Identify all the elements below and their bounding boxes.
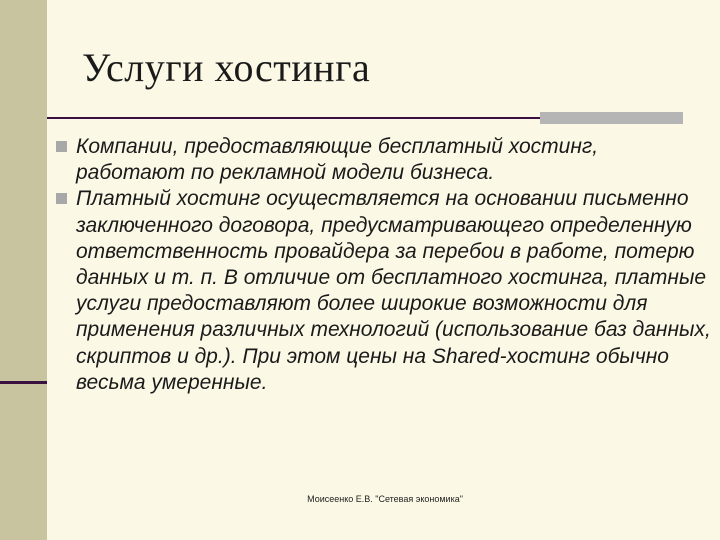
bullet-text: Платный хостинг осуществляется на основании письменно заключенного договора, предусматривающего определенную ответственность провайдера за перебои в работе, потерю данных и т. п. В отличие от бесплатного хостинга, платные услуги предоставляют более широкие возможности для применения различных технологий (использование баз данных, скриптов и др.). При этом цены на Shared-хостинг обычно весьма умеренные. (76, 187, 711, 394)
side-decoration-strip (0, 0, 47, 540)
footer-text: Моисеенко Е.В. "Сетевая экономика" (307, 494, 463, 504)
bullet-list (56, 134, 711, 396)
bullet-square-icon (56, 141, 67, 152)
slide-title: Услуги хостинга (82, 45, 371, 90)
title-accent-bar (540, 112, 683, 124)
bullet-text: Компании, предоставляющие бесплатный хостинг, работают по рекламной модели бизнеса. (76, 135, 599, 185)
bullet-square-icon (56, 193, 67, 204)
bullet-item (56, 186, 711, 396)
side-decoration-rule (0, 381, 47, 384)
slide-footer (0, 494, 720, 504)
bullet-item (56, 134, 711, 186)
